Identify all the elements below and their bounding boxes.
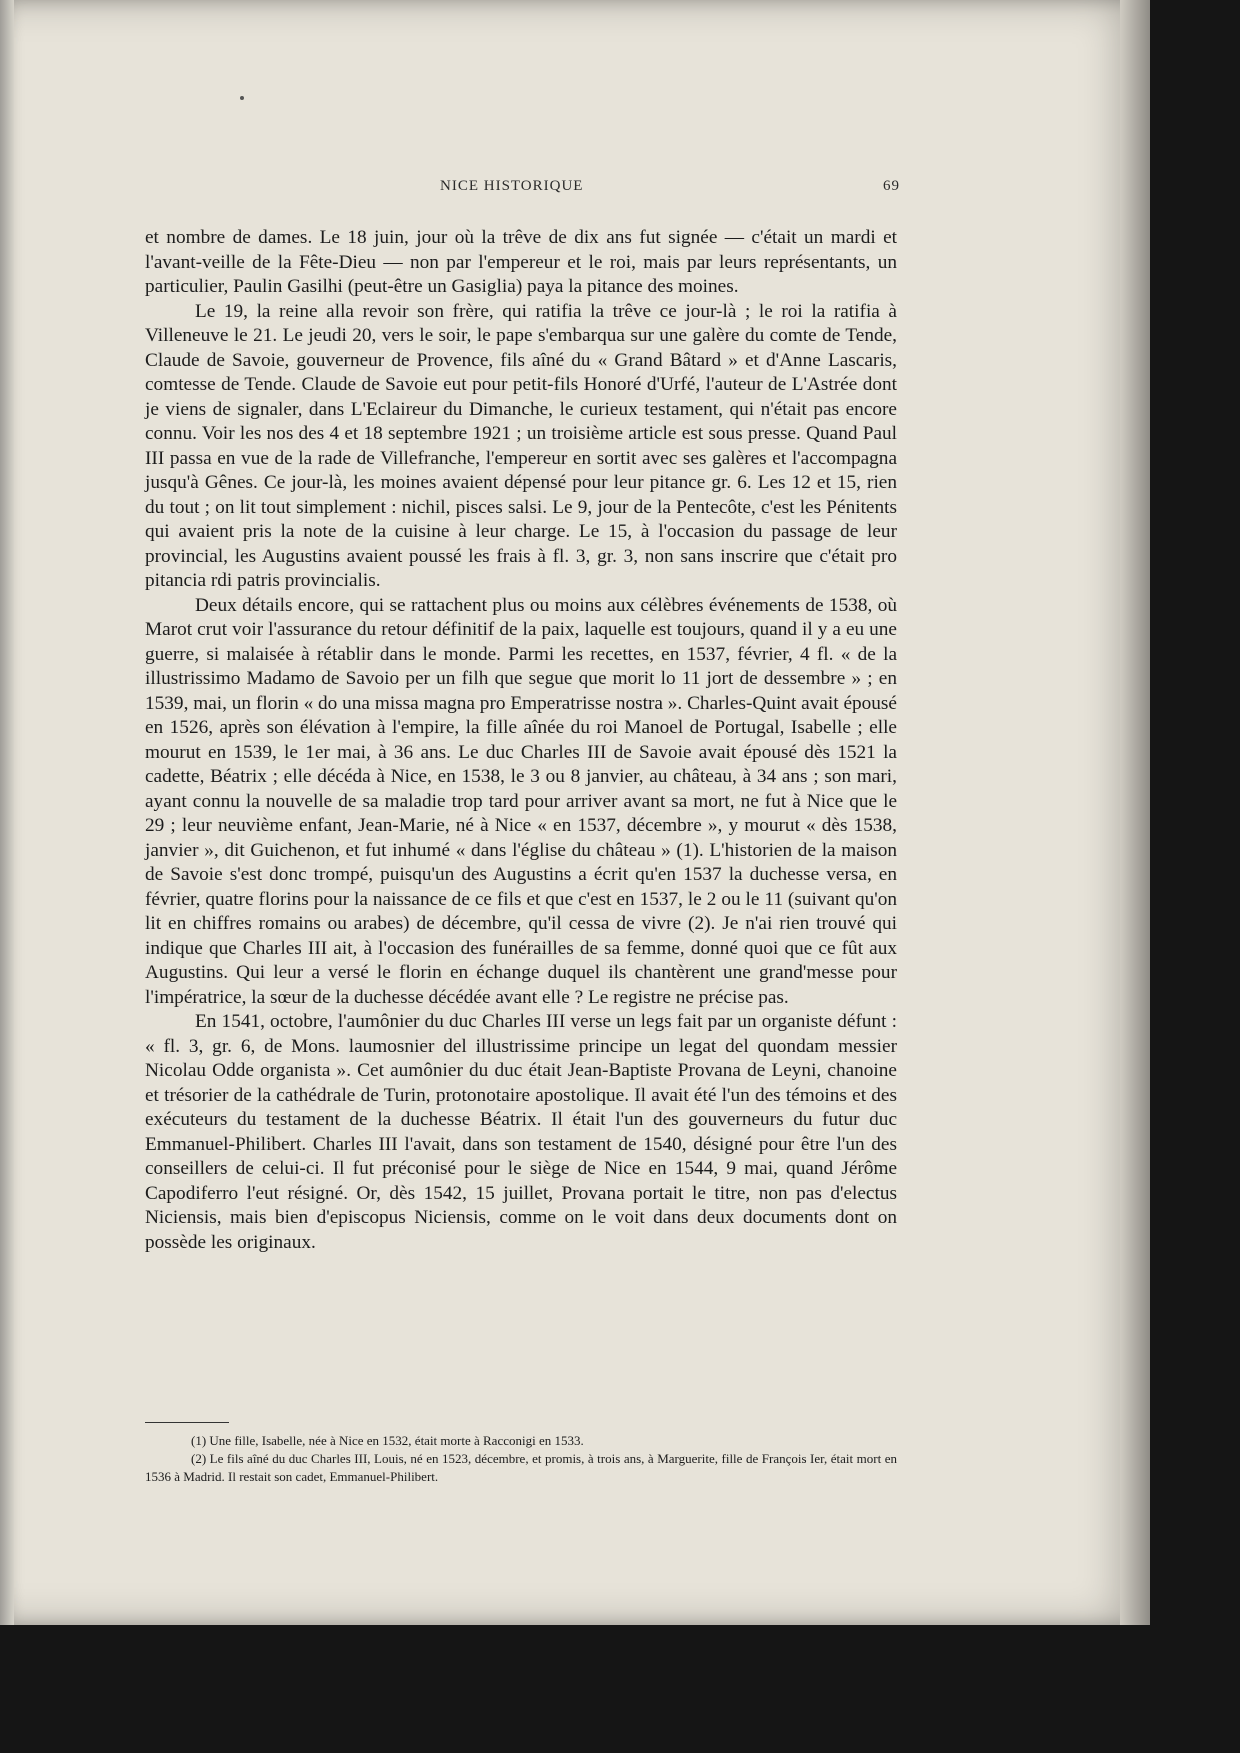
footnote: (2) Le fils aîné du duc Charles III, Louis, né en 1523, décembre, et promis, à trois ans, à Marguerite, fille de François Ier, était mort en 1536 à Madrid. Il restait son cadet, Emmanuel-Philibert. xyxy=(145,1451,897,1484)
running-title: NICE HISTORIQUE xyxy=(440,178,584,194)
paragraph: En 1541, octobre, l'aumônier du duc Charles III verse un legs fait par un organiste défunt : « fl. 3, gr. 6, de Mons. laumosnier del illustrissime principe un legat del quondam messier Nicolau Odde organista ». Cet aumônier du duc était Jean-Baptiste Provana de Leyni, chanoine et trésorier de la cathédrale de Turin, protonotaire apostolique. Il avait été l'un des témoins et des exécuteurs du testament de la duchesse Béatrix. Il était l'un des gouverneurs du futur duc Emmanuel-Philibert. Charles III l'avait, dans son testament de 1540, désigné pour être l'un des conseillers de celui-ci. Il fut préconisé pour le siège de Nice en 1544, 9 mai, quand Jérôme Capodiferro l'eut résigné. Or, dès 1542, 15 juillet, Provana portait le titre, non pas d'electus Niciensis, mais bien d'episcopus Niciensis, comme on le voit dans deux documents dont on possède les originaux. xyxy=(145,1011,897,1253)
footnotes xyxy=(145,1432,897,1486)
page-header xyxy=(140,178,900,202)
paragraph: et nombre de dames. Le 18 juin, jour où la trêve de dix ans fut signée — c'était un mardi et l'avant-veille de la Fête-Dieu — non par l'empereur et le roi, mais par leurs représentants, un particulier, Paulin Gasilhi (peut-être un Gasiglia) paya la pitance des moines. xyxy=(145,227,897,297)
footnote: (1) Une fille, Isabelle, née à Nice en 1532, était morte à Racconigi en 1533. xyxy=(191,1433,584,1448)
page-number: 69 xyxy=(883,178,900,194)
paragraph: Le 19, la reine alla revoir son frère, qui ratifia la trêve ce jour-là ; le roi la ratifia à Villeneuve le 21. Le jeudi 20, vers le soir, le pape s'embarqua sur une galère du comte de Tende, Claude de Savoie, gouverneur de Provence, fils aîné du « Grand Bâtard » et d'Anne Lascaris, comtesse de Tende. Claude de Savoie eut pour petit-fils Honoré d'Urfé, l'auteur de L'Astrée dont je viens de signaler, dans L'Eclaireur du Dimanche, le curieux testament, qui n'était pas encore connu. Voir les nos des 4 et 18 septembre 1921 ; un troisième article est sous presse. Quand Paul III passa en vue de la rade de Villefranche, l'empereur en sortit avec ses galères et l'accompagna jusqu'à Gênes. Ce jour-là, les moines avaient dépensé pour leur pitance gr. 6. Les 12 et 15, rien du tout ; on lit tout simplement : nichil, pisces salsi. Le 9, jour de la Pentecôte, c'est les Pénitents qui avaient pris la note de la cuisine à leur charge. Le 15, à l'occasion du passage de leur provincial, les Augustins avaient poussé les frais à fl. 3, gr. 3, non sans inscrire que c'était pro pitancia rdi patris provincialis. xyxy=(145,300,897,591)
page-left-edge xyxy=(0,0,14,1625)
paper-speck xyxy=(240,96,244,100)
paragraph: Deux détails encore, qui se rattachent plus ou moins aux célèbres événements de 1538, où Marot crut voir l'assurance du retour définitif de la paix, laquelle est toujours, quand il y a eu une guerre, si malaisée à rétablir dans le monde. Parmi les recettes, en 1537, février, 4 fl. « de la illustrissimo Madamo de Savoio per un filh que segue que morit lo 11 jort de dessembre » ; en 1539, mai, un florin « do una missa magna pro Emperatrisse nostra ». Charles-Quint avait épousé en 1526, après son élévation à l'empire, la fille aînée du roi Manoel de Portugal, Isabelle ; elle mourut en 1539, le 1er mai, à 36 ans. Le duc Charles III de Savoie avait épousé dès 1521 la cadette, Béatrix ; elle décéda à Nice, en 1538, le 3 ou 8 janvier, au château, à 34 ans ; son mari, ayant connu la nouvelle de sa maladie trop tard pour arriver avant sa mort, ne fut à Nice que le 29 ; leur neuvième enfant, Jean-Marie, né à Nice « en 1537, décembre », y mourut « dès 1538, janvier », dit Guichenon, et fut inhumé « dans l'église du château » (1). L'historien de la maison de Savoie s'est donc trompé, puisqu'un des Augustins a écrit qu'en 1537 la duchesse versa, en février, quatre florins pour la naissance de ce fils et que c'est en 1537, le 2 ou le 11 (suivant qu'on lit en chiffres romains ou arabes) de décembre, qu'il cessa de vivre (2). Je n'ai rien trouvé qui indique que Charles III ait, à l'occasion des funérailles de sa femme, donné quoi que ce fût aux Augustins. Qui leur a versé le florin en échange duquel ils chantèrent une grand'messe pour l'impératrice, la sœur de la duchesse décédée avant elle ? Le registre ne précise pas. xyxy=(145,594,897,1008)
page-right-edge xyxy=(1120,0,1150,1625)
body-text xyxy=(145,226,897,1255)
footnote-separator xyxy=(145,1422,229,1423)
